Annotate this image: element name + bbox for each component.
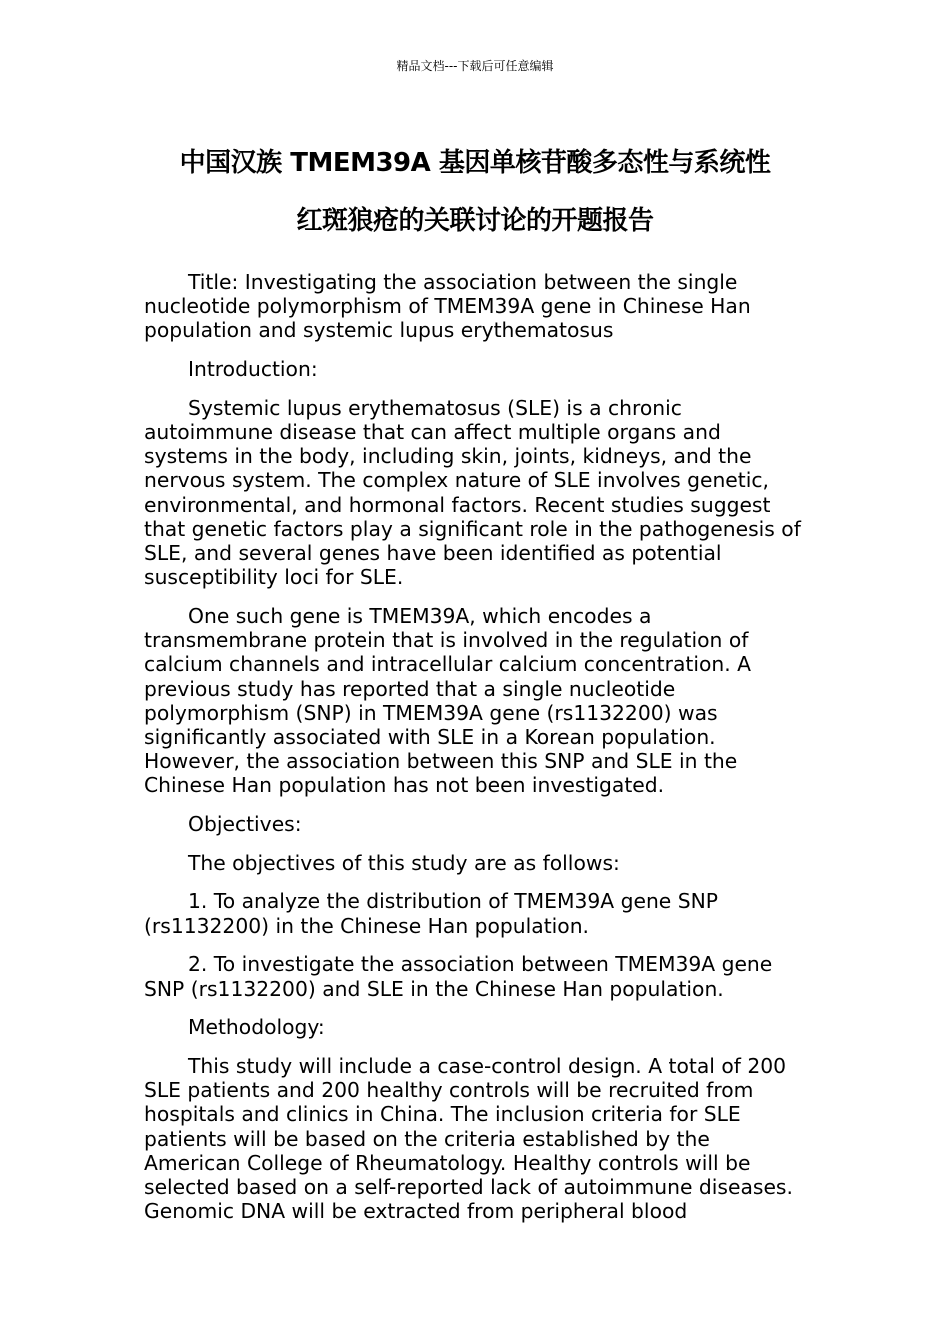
- document-title: [120, 134, 830, 250]
- objective-item-2: 2. To investigate the association between TMEM39A gene SNP (rs1132200) and SLE in the Chinese Han population.: [144, 952, 773, 1001]
- paragraph-tmem39a: One such gene is TMEM39A, which encodes a transmembrane protein that is involved in the regulation of calcium channels and intracellular calcium concentration. A previous study has reported that a single nucleotide polymorphism (SNP) in TMEM39A gene (rs1132200) was significantly associated with SLE in a Korean population. However, the association between this SNP and SLE in the Chinese Han population has not been investigated.: [144, 603, 752, 798]
- document-body: [144, 270, 810, 1238]
- paragraph-introduction: Systemic lupus erythematosus (SLE) is a chronic autoimmune disease that can affect multiple organs and systems in the body, including skin, joints, kidneys, and the nervous system. The complex nature of SLE involves genetic, environmental, and hormonal factors. Recent studies suggest that genetic factors play a significant role in the pathogenesis of SLE, and several genes have been identified as potential susceptibility loci for SLE.: [144, 395, 801, 590]
- objective-item-1: 1. To analyze the distribution of TMEM39A gene SNP (rs1132200) in the Chinese Han population.: [144, 889, 718, 938]
- heading-methodology: Methodology:: [188, 1015, 325, 1040]
- paragraph-title: Title: Investigating the association between the single nucleotide polymorphism of TMEM39A gene in Chinese Han population and systemic lupus erythematosus: [144, 270, 751, 343]
- paragraph-objectives-intro: The objectives of this study are as follows:: [188, 850, 620, 875]
- title-line-1: 中国汉族 TMEM39A 基因单核苷酸多态性与系统性: [179, 148, 771, 178]
- heading-introduction: Introduction:: [188, 357, 318, 382]
- paragraph-methodology: This study will include a case-control design. A total of 200 SLE patients and 200 healthy controls will be recruited from hospitals and clinics in China. The inclusion criteria for SLE patients will be based on the criteria established by the American College of Rheumatology. Healthy controls will be selected based on a self-reported lack of autoimmune diseases. Genomic DNA will be extracted from peripheral blood: [144, 1053, 793, 1224]
- heading-objectives: Objectives:: [188, 812, 302, 837]
- header-note: 精品文档---下载后可任意编辑: [396, 59, 554, 73]
- title-line-2: 红斑狼疮的关联讨论的开题报告: [296, 206, 654, 236]
